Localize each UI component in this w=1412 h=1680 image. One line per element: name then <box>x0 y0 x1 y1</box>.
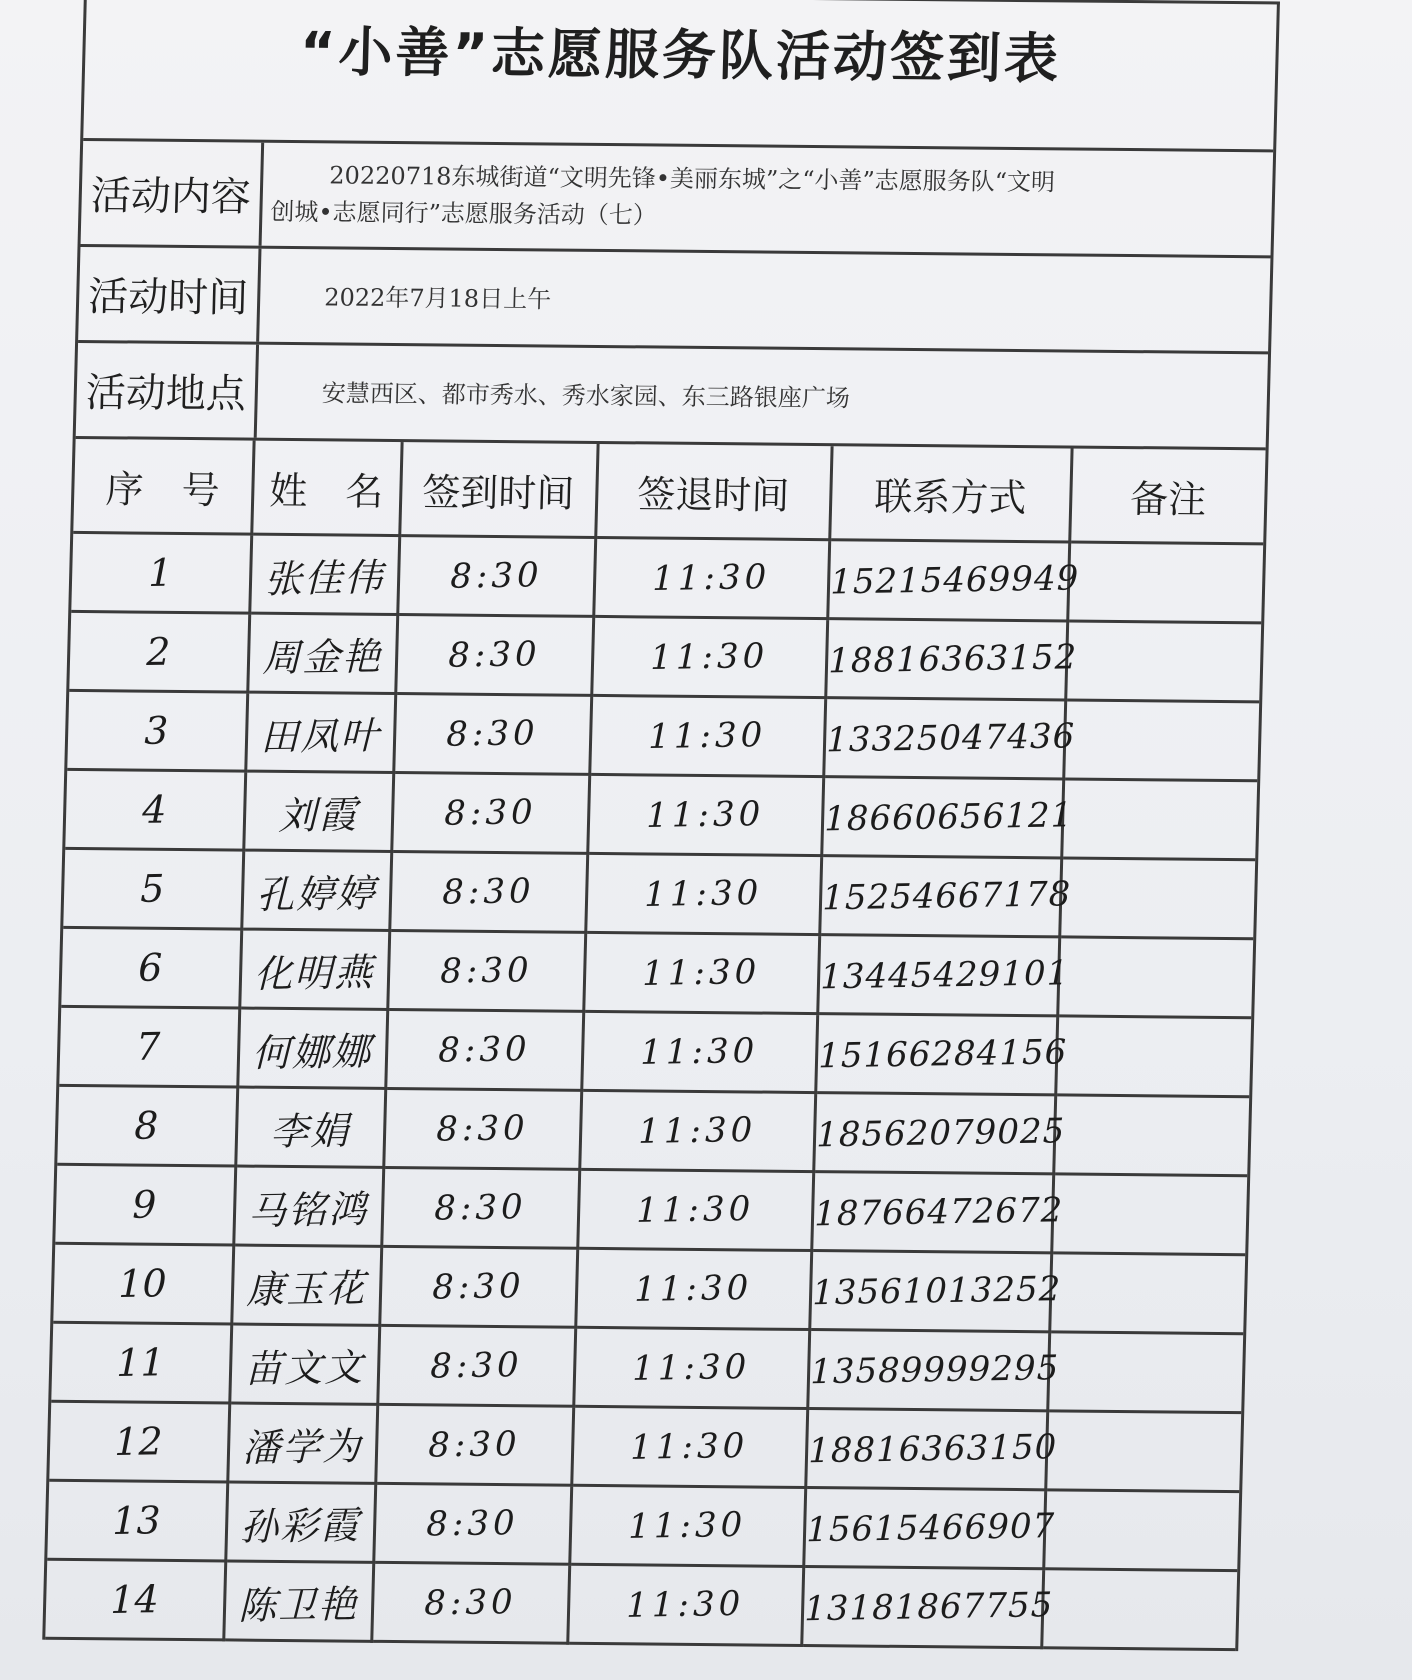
sign-out-time <box>585 853 821 934</box>
volunteer-name <box>243 771 393 851</box>
contact-phone-text: 18562079025 <box>815 1111 1065 1156</box>
remarks-cell <box>1057 937 1253 1018</box>
sign-out-time <box>589 695 825 776</box>
row-index-text: 7 <box>136 1024 161 1069</box>
row-index-text: 8 <box>134 1103 159 1148</box>
activity-time-row <box>78 247 1270 354</box>
remarks-cell <box>1065 621 1261 702</box>
sign-in-time-text: 8:30 <box>448 634 541 676</box>
sign-in-time-text: 8:30 <box>446 713 539 755</box>
activity-content-line-2: 创城•志愿同行”志愿服务活动（七） <box>270 197 658 230</box>
activity-location-row <box>76 343 1268 450</box>
activity-location-label: 活动地点 <box>76 343 259 438</box>
row-index-text: 9 <box>132 1182 157 1227</box>
sign-out-time-text: 11:30 <box>652 557 771 600</box>
volunteer-name <box>245 692 395 772</box>
contact-phone <box>823 698 1075 779</box>
row-index-text: 1 <box>148 550 173 595</box>
sign-in-time <box>389 851 587 932</box>
table-header-row <box>73 439 1265 544</box>
sign-in-time <box>397 536 595 617</box>
table-row <box>57 1085 1249 1175</box>
sign-out-time <box>581 1011 817 1092</box>
row-index-text: 11 <box>116 1340 165 1386</box>
attendance-rows <box>45 532 1263 1649</box>
volunteer-name <box>237 1008 387 1088</box>
contact-phone-text: 13589999295 <box>809 1348 1059 1393</box>
table-row <box>47 1480 1239 1570</box>
sign-in-time <box>391 773 589 854</box>
contact-phone <box>807 1330 1059 1411</box>
sign-out-time-text: 11:30 <box>646 794 765 836</box>
volunteer-name-text: 潘学为 <box>242 1423 363 1470</box>
contact-phone <box>815 1014 1067 1095</box>
sign-out-time-text: 11:30 <box>628 1504 747 1547</box>
contact-phone <box>811 1172 1063 1253</box>
activity-location-value: 安慧西区、都市秀水、秀水家园、东三路银座广场 <box>321 379 851 413</box>
column-header-sign-out-time: 签退时间 <box>595 444 831 540</box>
activity-content-label: 活动内容 <box>81 141 265 246</box>
sign-in-time-text: 8:30 <box>426 1503 519 1545</box>
contact-phone-text: 18816363152 <box>827 637 1077 682</box>
sign-in-time <box>375 1404 573 1485</box>
volunteer-name-text: 苗文文 <box>244 1344 365 1391</box>
volunteer-name <box>229 1324 379 1404</box>
contact-phone-text: 13445429101 <box>819 953 1069 998</box>
contact-phone-text: 15254667178 <box>821 874 1071 919</box>
row-index <box>47 1480 227 1561</box>
remarks-cell <box>1063 700 1259 781</box>
contact-phone <box>801 1566 1053 1647</box>
contact-phone <box>821 777 1073 858</box>
sign-out-time-text: 11:30 <box>634 1267 753 1310</box>
table-row <box>63 848 1255 938</box>
row-index-text: 14 <box>110 1577 159 1622</box>
sign-in-time-text: 8:30 <box>432 1266 525 1308</box>
column-header-index: 序 号 <box>73 439 253 534</box>
sign-in-time-text: 8:30 <box>436 1108 529 1150</box>
volunteer-name-text: 李娟 <box>270 1108 351 1154</box>
sign-out-time-text: 11:30 <box>632 1346 751 1389</box>
contact-phone <box>827 540 1079 621</box>
table-row <box>51 1322 1243 1412</box>
row-index <box>51 1322 231 1403</box>
sign-in-time-text: 8:30 <box>450 555 543 597</box>
contact-phone-text: 13561013252 <box>811 1269 1061 1314</box>
title-row <box>83 0 1277 152</box>
row-index <box>55 1164 235 1245</box>
contact-phone-text: 18660656121 <box>823 795 1073 840</box>
sign-in-time-text: 8:30 <box>442 871 535 913</box>
row-index <box>61 927 241 1008</box>
sign-in-sheet <box>42 0 1280 1651</box>
contact-phone <box>825 619 1077 700</box>
contact-phone-text: 13325047436 <box>825 716 1075 761</box>
sign-out-time <box>591 616 827 697</box>
activity-content-row <box>80 141 1273 258</box>
row-index <box>65 769 245 850</box>
row-index <box>63 848 243 929</box>
volunteer-name-text: 刘霞 <box>278 792 359 838</box>
volunteer-name <box>223 1561 373 1641</box>
volunteer-name-text: 孔婷婷 <box>256 870 377 917</box>
sign-out-time-text: 11:30 <box>626 1583 745 1626</box>
column-header-sign-in-time: 签到时间 <box>399 442 597 537</box>
row-index-text: 13 <box>112 1498 161 1543</box>
row-index <box>45 1559 225 1640</box>
contact-phone <box>803 1487 1055 1568</box>
remarks-cell <box>1049 1253 1245 1334</box>
row-index-text: 5 <box>140 866 165 911</box>
row-index-text: 12 <box>114 1419 163 1464</box>
sign-in-time <box>395 615 593 696</box>
sign-out-time-text: 11:30 <box>650 636 769 679</box>
row-index-text: 4 <box>142 787 167 832</box>
sign-in-time-text: 8:30 <box>434 1187 527 1229</box>
sign-in-time-text: 8:30 <box>430 1345 523 1387</box>
volunteer-name <box>241 850 391 930</box>
row-index-text: 2 <box>146 629 171 674</box>
sheet-title: “小善”志愿服务队活动签到表 <box>299 20 1062 91</box>
sign-in-time <box>387 930 585 1011</box>
contact-phone <box>817 935 1069 1016</box>
row-index-text: 6 <box>138 945 163 990</box>
remarks-cell <box>1045 1411 1241 1492</box>
table-row <box>49 1401 1241 1491</box>
volunteer-name-text: 马铭鸿 <box>248 1186 369 1233</box>
table-row <box>45 1559 1237 1649</box>
activity-time-value: 2022年7月18日上午 <box>323 283 552 314</box>
sign-out-time <box>575 1248 811 1329</box>
table-row <box>53 1243 1245 1333</box>
sign-out-time <box>587 774 823 855</box>
sign-in-time <box>377 1325 575 1406</box>
contact-phone-text: 13181867755 <box>803 1585 1053 1630</box>
table-row <box>65 769 1257 859</box>
volunteer-name <box>233 1166 383 1246</box>
sign-out-time-text: 11:30 <box>640 1030 759 1073</box>
sign-out-time <box>573 1327 809 1408</box>
volunteer-name <box>227 1403 377 1483</box>
table-row <box>67 690 1259 780</box>
sign-out-time-text: 11:30 <box>636 1188 755 1231</box>
row-index <box>59 1006 239 1087</box>
row-index <box>69 611 249 692</box>
row-index <box>71 532 251 613</box>
volunteer-name <box>235 1087 385 1167</box>
remarks-cell <box>1041 1569 1237 1650</box>
volunteer-name-text: 张佳伟 <box>264 554 385 601</box>
sign-out-time-text: 11:30 <box>644 873 763 915</box>
sign-out-time-text: 11:30 <box>642 951 761 994</box>
sign-in-time <box>379 1246 577 1327</box>
table-row <box>59 1006 1251 1096</box>
volunteer-name <box>247 613 397 693</box>
volunteer-name <box>239 929 389 1009</box>
sign-in-time <box>393 694 591 775</box>
contact-phone-text: 15166284156 <box>817 1032 1067 1077</box>
activity-content-value <box>262 143 1274 256</box>
contact-phone-text: 15215469949 <box>829 558 1079 603</box>
sign-in-time-text: 8:30 <box>438 1029 531 1071</box>
sign-out-time <box>577 1169 813 1250</box>
volunteer-name-text: 化明燕 <box>254 949 375 996</box>
sign-out-time <box>593 537 829 618</box>
volunteer-name-text: 陈卫艳 <box>238 1581 359 1628</box>
row-index-text: 10 <box>118 1261 167 1307</box>
sign-in-time <box>371 1562 569 1643</box>
remarks-cell <box>1053 1095 1249 1176</box>
activity-content-line-1: 20220718东城街道“文明先锋•美丽东城”之“小善”志愿服务队“文明 <box>329 161 1056 197</box>
volunteer-name-text: 周金艳 <box>262 633 383 680</box>
sign-in-time-text: 8:30 <box>444 792 537 834</box>
sign-out-time <box>579 1090 815 1171</box>
volunteer-name-text: 田凤叶 <box>260 712 381 759</box>
contact-phone <box>813 1093 1065 1174</box>
column-header-name: 姓 名 <box>251 441 401 536</box>
sign-out-time-text: 11:30 <box>630 1425 749 1468</box>
volunteer-name <box>225 1482 375 1562</box>
volunteer-name-text: 孙彩霞 <box>240 1502 361 1549</box>
table-row <box>71 532 1263 622</box>
sign-in-time <box>381 1167 579 1248</box>
activity-time-label: 活动时间 <box>78 247 261 342</box>
table-row <box>55 1164 1247 1254</box>
volunteer-name-text: 何娜娜 <box>252 1028 373 1075</box>
contact-phone-text: 18766472672 <box>813 1190 1063 1235</box>
sign-in-time-text: 8:30 <box>428 1424 521 1466</box>
remarks-cell <box>1061 779 1257 860</box>
contact-phone <box>809 1251 1061 1332</box>
table-row <box>61 927 1253 1017</box>
sign-in-time-text: 8:30 <box>440 950 533 992</box>
column-header-contact: 联系方式 <box>829 446 1071 542</box>
column-header-remarks: 备注 <box>1069 449 1265 544</box>
table-row <box>69 611 1261 701</box>
remarks-cell <box>1051 1174 1247 1255</box>
contact-phone <box>805 1409 1057 1490</box>
volunteer-name <box>231 1245 381 1325</box>
sign-out-time <box>569 1485 805 1566</box>
remarks-cell <box>1067 542 1263 623</box>
remarks-cell <box>1055 1016 1251 1097</box>
sign-out-time-text: 11:30 <box>638 1109 757 1152</box>
sign-out-time <box>567 1564 803 1645</box>
sign-in-time <box>385 1009 583 1090</box>
sign-in-time <box>373 1483 571 1564</box>
contact-phone-text: 18816363150 <box>807 1427 1057 1472</box>
volunteer-name-text: 康玉花 <box>246 1265 367 1312</box>
sign-in-time-text: 8:30 <box>424 1582 517 1624</box>
sign-out-time-text: 11:30 <box>648 715 767 757</box>
sign-out-time <box>571 1406 807 1487</box>
remarks-cell <box>1059 858 1255 939</box>
remarks-cell <box>1043 1490 1239 1571</box>
contact-phone <box>819 856 1071 937</box>
attendance-table <box>45 439 1265 1651</box>
volunteer-name <box>249 534 399 614</box>
row-index <box>49 1401 229 1482</box>
remarks-cell <box>1047 1332 1243 1413</box>
sign-out-time <box>583 932 819 1013</box>
row-index <box>57 1085 237 1166</box>
sign-in-time <box>383 1088 581 1169</box>
row-index-text: 3 <box>144 708 169 753</box>
row-index <box>67 690 247 771</box>
contact-phone-text: 15615466907 <box>805 1506 1055 1551</box>
row-index <box>53 1243 233 1324</box>
